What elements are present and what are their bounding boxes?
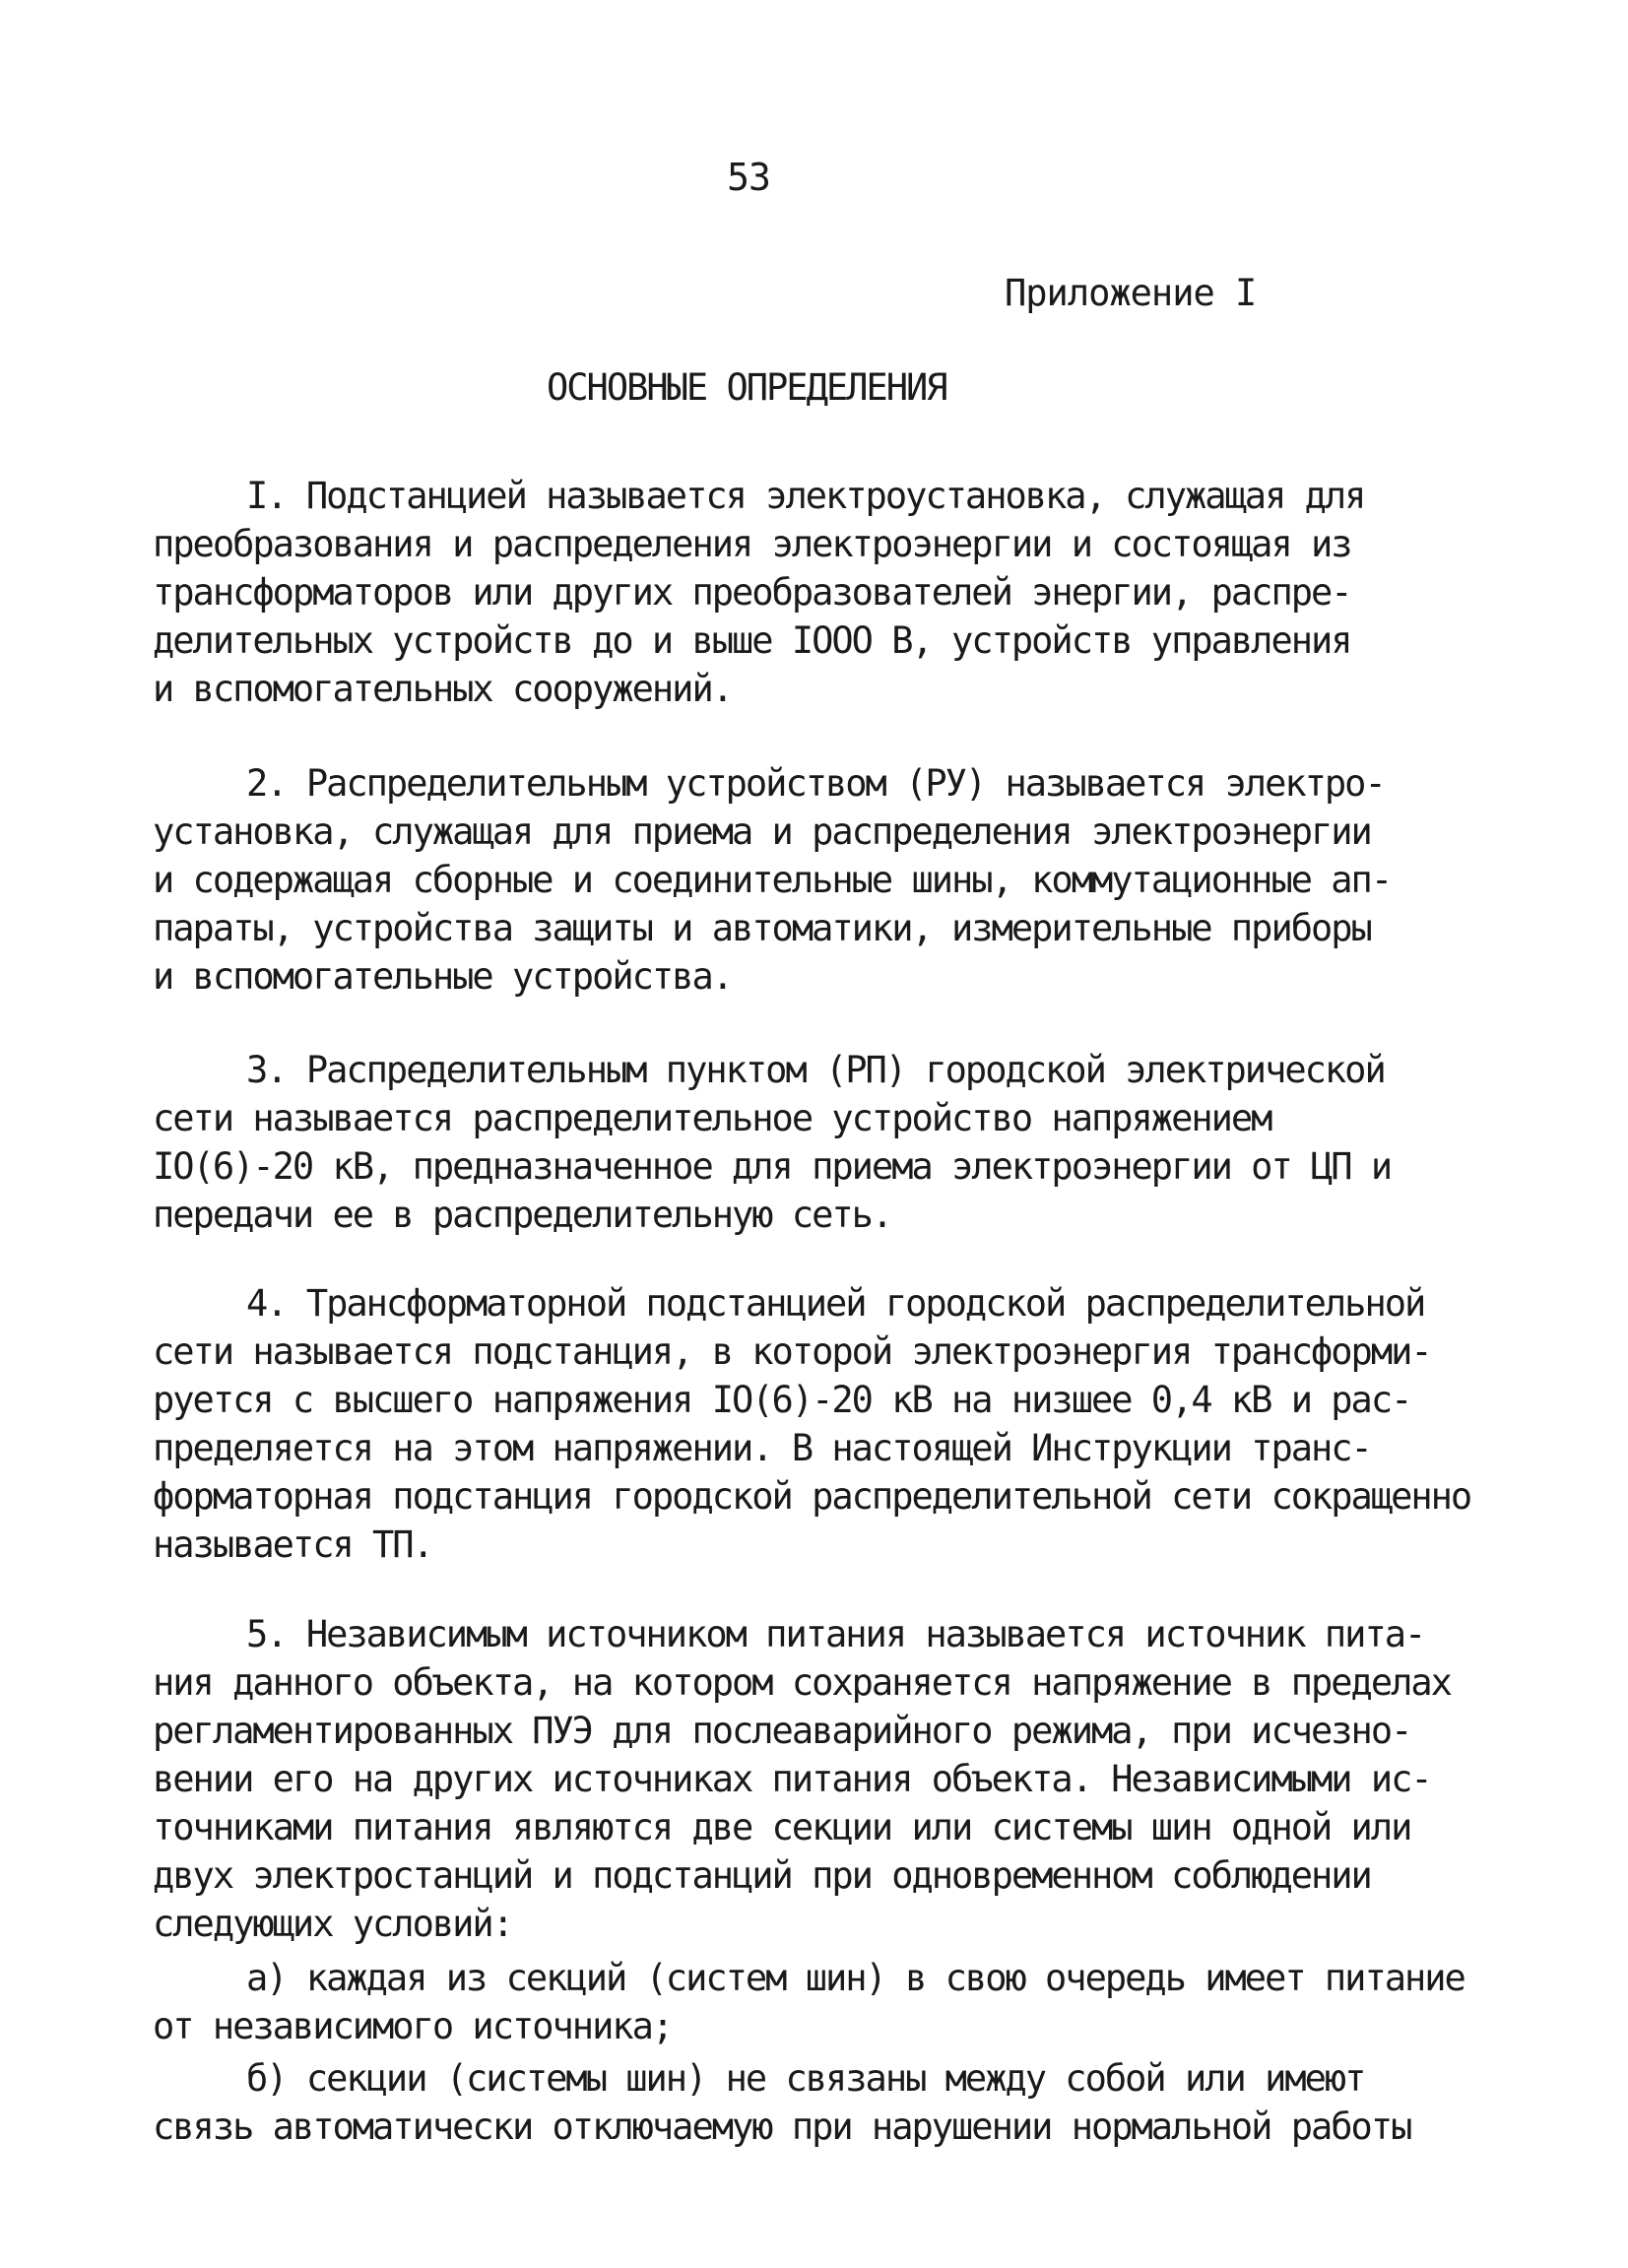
- paragraph-5-line-5: точниками питания являются две секции или системы шин одной или: [153, 1806, 1411, 1848]
- paragraph-5-line-2: ния данного объекта, на котором сохраняется напряжение в пределах: [153, 1661, 1451, 1704]
- subitem-b-line-2: связь автоматически отключаемую при нарушении нормальной работы: [153, 2106, 1411, 2148]
- paragraph-2-line-3: и содержащая сборные и соединительные шины, коммутационные ап-: [153, 859, 1392, 901]
- paragraph-4-line-2: сети называется подстанция, в которой электроэнергия трансформи-: [153, 1330, 1431, 1373]
- document-title: ОСНОВНЫЕ ОПРЕДЕЛЕНИЯ: [547, 366, 946, 409]
- subitem-a-line-2: от независимого источника;: [153, 2005, 673, 2047]
- paragraph-5-line-3: регламентированных ПУЭ для послеаварийного режима, при исчезно-: [153, 1710, 1411, 1752]
- paragraph-1-line-2: преобразования и распределения электроэнергии и состоящая из: [153, 523, 1351, 565]
- paragraph-4-line-4: пределяется на этом напряжении. В настоящей Инструкции транс-: [153, 1427, 1371, 1469]
- paragraph-3-line-1: 3. Распределительным пунктом (РП) городской электрической: [246, 1049, 1385, 1091]
- paragraph-4-line-6: называется ТП.: [153, 1523, 432, 1566]
- subitem-a-line-1: а) каждая из секций (систем шин) в свою очередь имеет питание: [246, 1957, 1465, 1999]
- paragraph-5-line-6: двух электростанций и подстанций при одновременном соблюдении: [153, 1854, 1371, 1897]
- paragraph-2-line-1: 2. Распределительным устройством (РУ) называется электро-: [246, 762, 1385, 805]
- paragraph-4-line-1: 4. Трансформаторной подстанцией городской распределительной: [246, 1282, 1425, 1325]
- paragraph-2-line-4: параты, устройства защиты и автоматики, измерительные приборы: [153, 907, 1371, 949]
- paragraph-1-line-5: и вспомогательных сооружений.: [153, 668, 733, 710]
- paragraph-1-line-1: I. Подстанцией называется электроустановка, служащая для: [246, 475, 1365, 517]
- paragraph-1-line-4: делительных устройств до и выше IOOO В, устройств управления: [153, 619, 1351, 662]
- subitem-b-line-1: б) секции (системы шин) не связаны между собой или имеют: [246, 2057, 1365, 2100]
- paragraph-5-line-1: 5. Независимым источником питания называется источник пита-: [246, 1613, 1425, 1655]
- paragraph-1-line-3: трансформаторов или других преобразователей энергии, распре-: [153, 571, 1351, 614]
- paragraph-2-line-2: установка, служащая для приема и распределения электроэнергии: [153, 810, 1371, 853]
- paragraph-3-line-4: передачи ее в распределительную сеть.: [153, 1194, 892, 1236]
- paragraph-4-line-5: форматорная подстанция городской распределительной сети сокращенно: [153, 1475, 1471, 1518]
- paragraph-4-line-3: руется с высшего напряжения IO(6)-20 кВ на низшее 0,4 кВ и рас-: [153, 1379, 1411, 1421]
- paragraph-3-line-3: IO(6)-20 кВ, предназначенное для приема электроэнергии от ЦП и: [153, 1145, 1392, 1188]
- page-number: 53: [727, 156, 770, 199]
- paragraph-5-line-7: следующих условий:: [153, 1903, 512, 1945]
- paragraph-3-line-2: сети называется распределительное устройство напряжением: [153, 1097, 1271, 1139]
- paragraph-5-line-4: вении его на других источниках питания объекта. Независимыми ис-: [153, 1758, 1431, 1800]
- paragraph-2-line-5: и вспомогательные устройства.: [153, 955, 733, 998]
- appendix-label: Приложение I: [1005, 272, 1257, 314]
